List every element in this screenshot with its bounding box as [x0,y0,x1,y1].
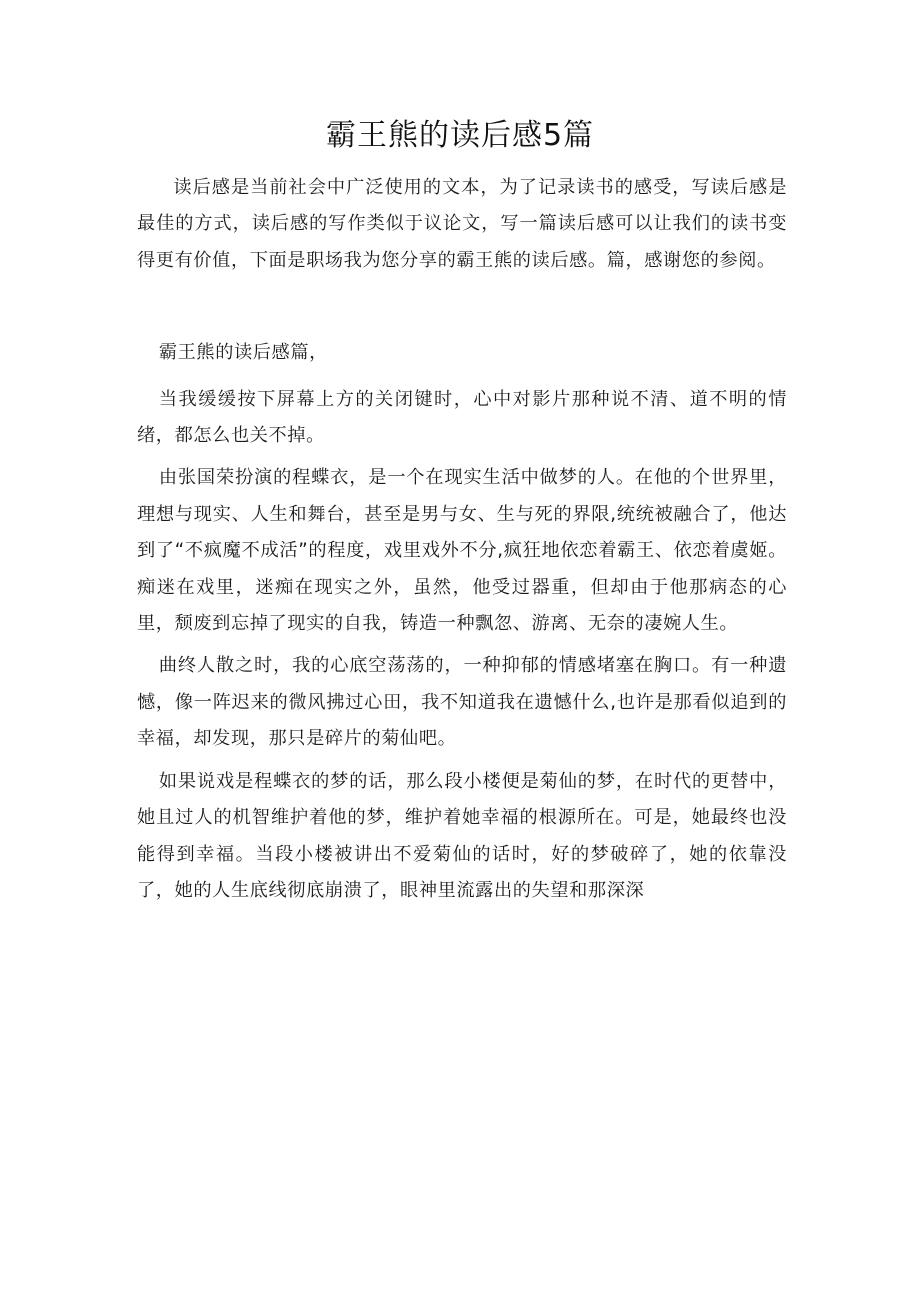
document-title: 霸王熊的读后感5篇 [325,118,595,153]
document-body [137,170,787,915]
body-paragraph: 当我缓缓按下屏幕上方的关闭键时，心中对影片那种说不清、道不明的情绪，都怎么也关不掉。 [137,388,787,447]
body-paragraph: 曲终人散之时，我的心底空荡荡的，一种抑郁的情感堵塞在胸口。有一种遗憾，像一阵迟来的微风拂过心田，我不知道我在遗憾什么,也许是那看似追到的幸福，却发现，那只是碎片的菊仙吧。 [137,655,787,750]
body-paragraph: 如果说戏是程蝶衣的梦的话，那么段小楼便是菊仙的梦，在时代的更替中，她且过人的机智维护着他的梦，维护着她幸福的根源所在。可是，她最终也没能得到幸福。当段小楼被讲出不爱菊仙的话时，好的梦破碎了，她的依靠没了，她的人生底线彻底崩溃了，眼神里流露出的失望和那深深 [137,770,787,901]
section-heading: 霸王熊的读后感篇， [158,342,328,364]
intro-paragraph: 读后感是当前社会中广泛使用的文本，为了记录读书的感受，写读后感是最佳的方式，读后感的写作类似于议论文，写一篇读后感可以让我们的读书变得更有价值，下面是职场我为您分享的霸王熊的读后感。篇，感谢您的参阅。 [137,177,787,271]
body-paragraph: 由张国荣扮演的程蝶衣，是一个在现实生活中做梦的人。在他的个世界里，理想与现实、人生和舞台，甚至是男与女、生与死的界限,统统被融合了，他达到了“不疯魔不成活”的程度，戏里戏外不分,疯狂地依恋着霸王、依恋着虞姬。痴迷在戏里，迷痴在现实之外，虽然，他受过器重，但却由于他那病态的心里，颓废到忘掉了现实的自我，铸造一种飘忽、游离、无奈的凄婉人生。 [137,467,787,635]
